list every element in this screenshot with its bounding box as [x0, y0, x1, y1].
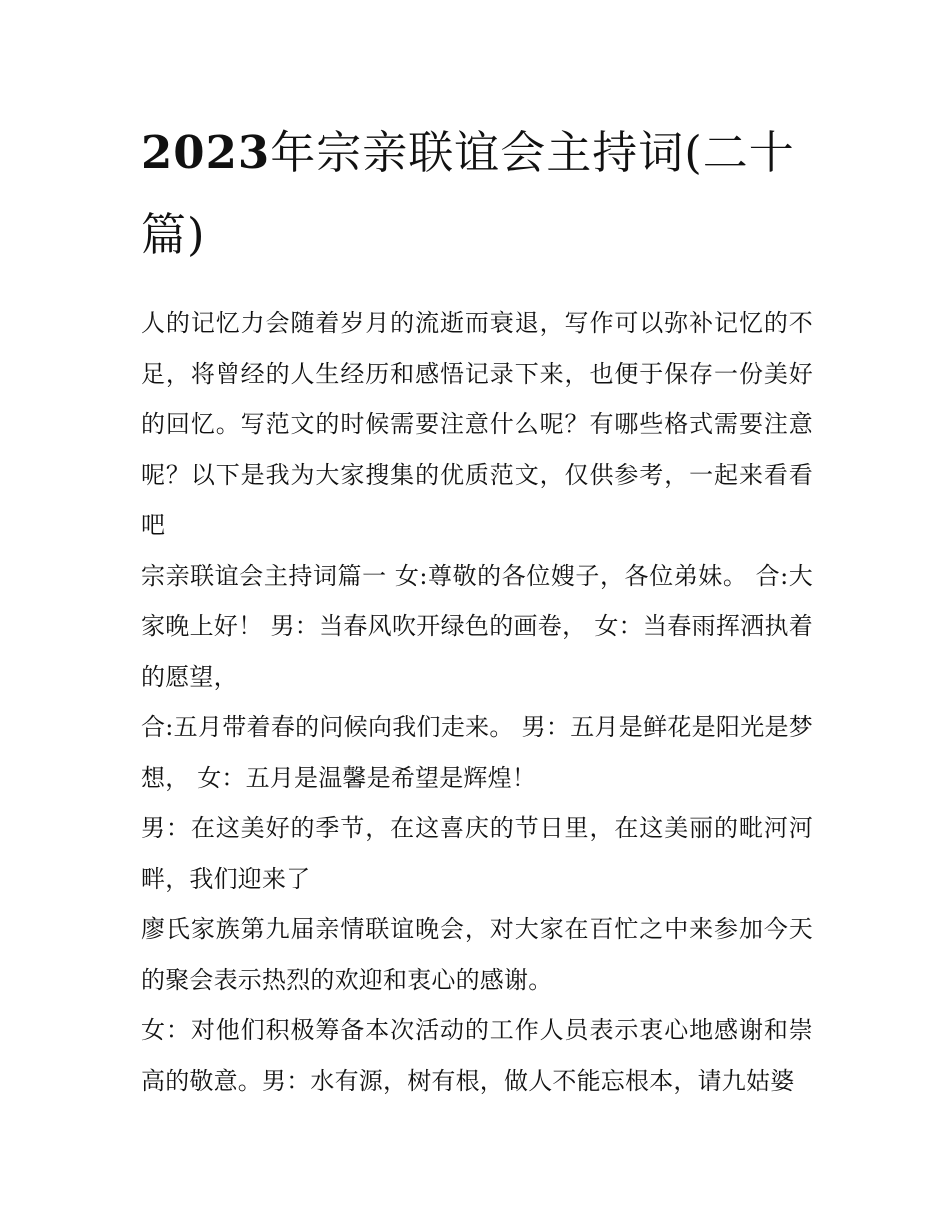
- paragraph-season: 男：在这美好的季节，在这喜庆的节日里，在这美丽的毗河河畔，我们迎来了: [141, 814, 813, 893]
- document-page: [141, 112, 813, 1106]
- paragraph-thanks: 女：对他们积极筹备本次活动的工作人员表示衷心地感谢和崇高的敬意。男：水有源，树有根，做人不能忘根本，请九姑婆: [141, 1016, 813, 1095]
- paragraph-opening: 宗亲联谊会主持词篇一 女:尊敬的各位嫂子，各位弟妹。 合:大家晚上好！ 男：当春风吹开绿色的画卷， 女：当春雨挥洒执着的愿望，: [141, 561, 813, 691]
- document-title: [141, 112, 813, 276]
- title-text: 年宗亲联谊会主持词(二十篇): [141, 126, 795, 261]
- paragraph-may: 合:五月带着春的问候向我们走来。 男：五月是鲜花是阳光是梦想， 女：五月是温馨是希望是辉煌！: [141, 713, 813, 792]
- paragraph-intro: 人的记忆力会随着岁月的流逝而衰退，写作可以弥补记忆的不足，将曾经的人生经历和感悟记录下来，也便于保存一份美好的回忆。写范文的时候需要注意什么呢？有哪些格式需要注意呢？以下是我为大家搜集的优质范文，仅供参考，一起来看看吧: [141, 309, 813, 539]
- title-year: 2023: [141, 126, 271, 179]
- document-body: [141, 298, 813, 1106]
- paragraph-welcome: 廖氏家族第九届亲情联谊晚会，对大家在百忙之中来参加今天的聚会表示热烈的欢迎和衷心的感谢。: [141, 915, 813, 994]
